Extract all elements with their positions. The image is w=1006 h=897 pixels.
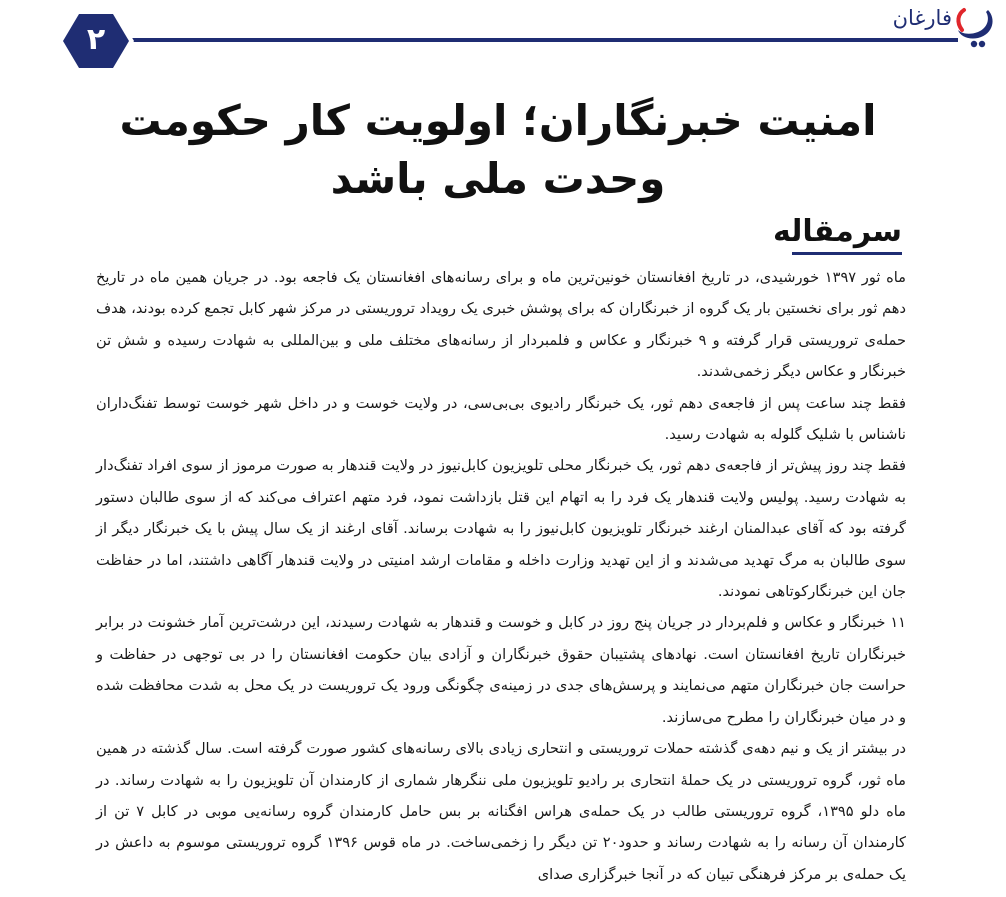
paragraph: ۱۱ خبرنگار و عکاس و فلم‌بردار در جریان پنج روز در کابل و خوست و قندهار به شهادت رسیدند، این درشت‌ترین آمار خشونت در برابر خبرنگاران تاریخ افغانستان است. نهادهای پشتیبان حقوق خبرنگاران و آزادی بیان حکومت افغانستان را در بی توجهی در حفاظت و حراست جان خبرنگاران متهم می‌نمایند و پرسش‌های جدی در زمینه‌ی چگونگی ورود یک تروریست در یک محل به شدت محافظت شده و در میان خبرنگاران را مطرح می‌سازند. [96, 614, 906, 726]
paragraph: در بیشتر از یک و نیم دهه‌ی گذشته حملات تروریستی و انتحاری زیادی بالای رسانه‌های کشور صورت گرفته است. سال گذشته در همین ماه ثور، گروه تروریستی در یک حملهٔ انتحاری بر رادیو تلویزیون ملی ننگرهار شماری از کارمندان آن تلویزیون را به شهادت رساند. در ماه دلو ۱۳۹۵، گروه تروریستی طالب در یک حمله‌ی هراس افگنانه بر بس حامل کارمندان گروه رسانه‌یی موبی در کابل ۷ تن از کارمندان آن رسانه را به شهادت رساند و حدود۲۰ تن دیگر را زخمی‌ساخت. در ماه قوس ۱۳۹۶ گروه تروریستی موسوم به داعش در یک حمله‌ی بر مرکز فرهنگی تبیان که در آنجا خبرگزاری صدای [96, 740, 907, 883]
page-header [0, 0, 1006, 90]
page-number: ۲ [86, 22, 106, 57]
section-underline [792, 252, 902, 255]
article-headline: امنیت خبرنگاران؛ اولویت کار حکومت وحدت ملی باشد [119, 96, 877, 203]
header-rule [110, 38, 958, 42]
page-number-badge [58, 10, 134, 72]
paragraph: فقط چند ساعت پس از فاجعه‌ی دهم ثور، یک خبرنگار رادیوی بی‌بی‌سی، در ولایت خوست و در داخل شهر خوست توسط تفنگ‌داران ناشناس با شلیک گلوله به شهادت رسید. [96, 394, 906, 444]
brand-logo-icon [952, 0, 998, 50]
paragraph: فقط چند روز پیش‌تر از فاجعه‌ی دهم ثور، یک خبرنگار محلی تلویزیون کابل‌نیوز در ولایت قندهار به صورت مرموز از سوی افراد تفنگ‌دار به شهادت رسید. پولیس ولایت قندهار یک فرد را به اتهام این قتل بازداشت نمود، فرد متهم اعتراف می‌کند که از سوی طالبان دستور گرفته بود که آقای عبدالمنان ارغند خبرنگار تلویزیون کابل‌نیوز را به شهادت برساند. آقای ارغند از یک سال پیش با یک خبرنگار دیگر از سوی طالبان به مرگ تهدید می‌شدند و از این تهدید وزارت داخله و مقامات ارشد امنیتی در ولایت قندهار آگاهی داشتند، اما در حفاظت جان این خبرنگارکوتاهی نمودند. [96, 457, 906, 601]
section-label: سرمقاله [772, 214, 902, 249]
paragraph: ماه ثور ۱۳۹۷ خورشیدی، در تاریخ افغانستان خونین‌ترین ماه و برای رسانه‌های افغانستان یک فاجعه بود. در جریان همین ماه در تاریخ دهم ثور برای نخستین بار یک گروه از خبرنگاران که برای پوشش خبری یک رویداد تروریستی در مرکز شهر کابل تجمع کرده بودند، هدف حمله‌ی تروریستی قرار گرفته و ۹ خبرنگار و عکاس و فلمبردار از رسانه‌های مختلف ملی و بین‌المللی به شهادت رسیده و شش تن خبرنگار و عکاس دیگر زخمی‌شدند. [96, 269, 906, 381]
brand-name: فارغان [892, 6, 952, 30]
publication-brand [889, 0, 998, 50]
article-body [96, 262, 906, 890]
